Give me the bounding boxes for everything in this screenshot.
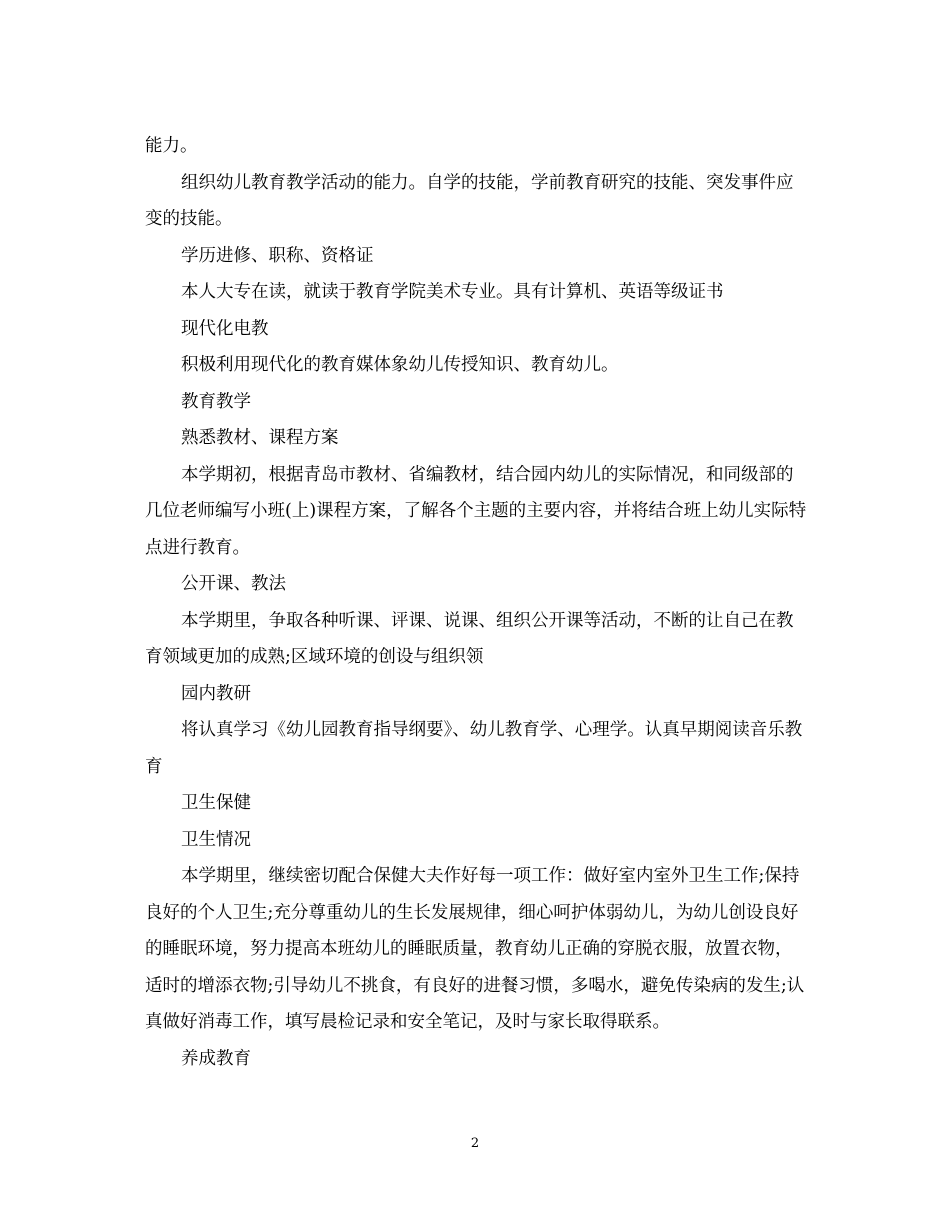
section-heading: 学历进修、职称、资格证 bbox=[181, 245, 374, 266]
paragraph: 本人大专在读，就读于教育学院美术专业。具有计算机、英语等级证书 bbox=[181, 282, 724, 302]
paragraph: 本学期初，根据青岛市教材、省编教材，结合园内幼儿的实际情况，和同级部的几位老师编写小班(上)课程方案，了解各个主题的主要内容，并将结合班上幼儿实际特点进行教育。 bbox=[145, 464, 807, 558]
paragraph: 组织幼儿教育教学活动的能力。自学的技能，学前教育研究的技能、突发事件应变的技能。 bbox=[145, 172, 794, 229]
paragraph: 本学期里，继续密切配合保健大夫作好每一项工作：做好室内室外卫生工作;保持良好的个人卫生;充分尊重幼儿的生长发展规律，细心呵护体弱幼儿，为幼儿创设良好的睡眠环境，努力提高本班幼儿的睡眠质量，教育幼儿正确的穿脱衣服，放置衣物，适时的增添衣物;引导幼儿不挑食，有良好的进餐习惯，多喝水，避免传染病的发生;认真做好消毒工作，填写晨检记录和安全笔记，及时与家长取得联系。 bbox=[145, 866, 805, 1032]
paragraph: 积极利用现代化的教育媒体象幼儿传授知识、教育幼儿。 bbox=[181, 355, 619, 375]
section-heading: 教育教学 bbox=[181, 391, 251, 412]
paragraph: 能力。 bbox=[145, 136, 198, 156]
section-heading: 公开课、教法 bbox=[181, 574, 286, 594]
section-heading: 卫生保健 bbox=[181, 793, 251, 813]
paragraph: 将认真学习《幼儿园教育指导纲要》、幼儿教育学、心理学。认真早期阅读音乐教育 bbox=[145, 720, 803, 777]
section-heading: 熟悉教材、课程方案 bbox=[181, 428, 339, 448]
section-heading: 卫生情况 bbox=[181, 829, 251, 850]
page-number: 2 bbox=[470, 1136, 480, 1151]
section-heading: 现代化电教 bbox=[181, 318, 269, 339]
paragraph: 本学期里，争取各种听课、评课、说课、组织公开课等活动，不断的让自己在教育领域更加的成熟;区域环境的创设与组织领 bbox=[145, 610, 794, 667]
section-heading: 养成教育 bbox=[181, 1048, 251, 1069]
section-heading: 园内教研 bbox=[181, 683, 251, 704]
document-body bbox=[145, 128, 807, 1077]
